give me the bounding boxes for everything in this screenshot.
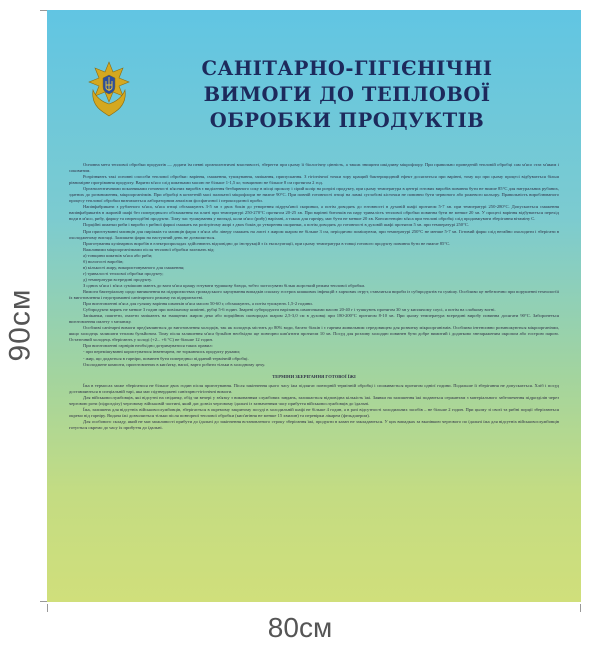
- title-line: ВИМОГИ ДО ТЕПЛОВОЇ: [203, 83, 491, 106]
- list-item: б) вологості виробів;: [83, 258, 124, 264]
- list-item: в) кількості жиру, використовуваного для смаження;: [83, 264, 185, 270]
- paragraph: Їжа в термосах може зберігатися не більше двох годин після приготування. Після закінчення цього часу їжа підлягає повторній термічній обробці і споживається протягом однієї години. Подальше її зберігання не допускається. Хліб і посуд доставляються в спеціальній тарі, яка має підтверджені санітарно-гігієнічні вимоги.: [69, 382, 559, 394]
- list-item: - жир, що додається в гарніри, повинен бути попередньо підданий термічній обробці.: [83, 355, 249, 361]
- paragraph: Субпродукти варять не менше 3 годин при повільному кипінні, рубці 5-6 годин. Зварені субпродукти нарізають шматочками масою 20-40 г і тушкують протягом 30 хв у киплячому соусі, а потім на слабкому вогні.: [83, 307, 496, 313]
- list-item: д) температури всередині продукту.: [83, 276, 153, 282]
- paragraph: З одних м'яса і м'яса сумішшю мають до ваги м'яса кращу готувати туршкову блюда, тобто застосувати більш жорсткий режим теплової обробки.: [83, 282, 366, 288]
- paragraph: Для військовослужбовців, які відсутні на сніданку, обід чи вечері у зв'язку з виконанням службових завдань, залишається відповідна кількість їжі. Заявки на залишення їжі подаються сержантам з матеріального забезпечення підрозділів через черговою роти (підрозділу) черговому військовій частині, який дає дозвіл черговому їдальні із зазначенням часу прибуття військовослужбовців до їдальні.: [69, 394, 559, 406]
- paragraph: Органолептичними показниками готовності м'ясних виробів є виділення безбарвного соку в місці проколу і сірий колір на розрізі продукту, при цьому температура в центрі готових виробів повинна бути не нижче 85°С для натуральних рубаних, здатних до розмноження, мікроорганізмів. При обробці в котлетній масі пальчатої мікрофлори не нижче 90°С. При повній готовності птиці на ламкі суглобові кісточки не повинно бути червоного або рожевого кольору. Правильність вироблюваного процесу теплової обробки визначається лабораторним аналізом фосфатазної і пероксидазної проби.: [69, 186, 559, 204]
- title-line: ОБРОБКИ ПРОДУКТІВ: [209, 109, 485, 132]
- national-guard-emblem-icon: [87, 60, 131, 118]
- info-stand: [47, 10, 581, 602]
- width-dimension-label: 80см: [267, 612, 333, 643]
- width-dimension-tick-left: [47, 604, 48, 612]
- title-line: САНІТАРНО-ГІГІЄНІЧНІ: [201, 57, 493, 80]
- paragraph: При виготовленні гарнірів необхідно дотримуватися таких правил:: [83, 343, 213, 349]
- paragraph: Особливі санітарні вимоги пред'являються до виготовлення холодців, так як холодець містить до 80% води, багато білків і є гарним живильним середовищем для розвитку мікроорганізмів. Особливо інтенсивно розмножуються мікроорганізми, якщо холодець залишати теплим бульйоном. Тому після залишення м'яса бульйон необхідно ще повторно кип'ятити протягом 10 хв. Посуд для розливу холодцю повинен бути добре вимитий і додатково знезараженим окропом або гострою парою. Остаточний холодець зберігають у холоді (+2... +6 °С) не більше 12 годин.: [69, 325, 559, 343]
- stand-body-text: [69, 162, 559, 431]
- paragraph: Приготування кулінарних виробів в електроприладах здійснюють відповідно до інструкцій з їх експлуатації, при цьому температура в товщі готового продукту повинна бути не нижче 85°С.: [83, 240, 451, 246]
- paragraph: Охолоджене компоти, приготовлених в кип'ятку, напої, варто робити тільки в холодному цеху.: [83, 361, 266, 367]
- list-item: - при перемішуванні користуватися інвентарем, не торкаючись продукту руками;: [83, 349, 241, 355]
- paragraph: Запіканки, паштети, омлети запікають на змащених жиром деко або порційних сковородах шаром 2,5-3,0 см в духовці при 180-200°С протягом 8-10 хв. При цьому температура всередині виробу повинна досягати 90°С. Заборонеться виготовлення омлету з меланжу.: [69, 313, 559, 325]
- list-item: а) товщини шматків м'яса або риби;: [83, 252, 153, 258]
- paragraph: Напівфабрикати з рубленого м'яса, м'яса птиці обсмажують 3-5 хв з двох боків до утворення підрум'яної скоринки, а потім доводять до готовності в духовій шафі протягом 5-7 хв. при температурі 250-280°С. Допускається смаження напівфабрикатів в жаровій шафі без попереднього обсмаження на плиті при температурі 250-270°С протягом 20-25 хв. При варінні биточків на пару тривалість теплової обробки повинна бути не менше 20 хв. У процесі варіння відбувається перехід води в м'ясо, рибу, фаршу та пюреподібні продукти. Тому час тушкування у вигляді, коли м'ясо (рибу) нарізані, а також для гарніру, має бути не менше 20 хв. Консистенцію м'яса при теплові обробці слід продовжувати зберігання вітаміну С.: [69, 204, 559, 222]
- stand-title: [167, 56, 527, 134]
- paragraph: Їжа, залишена для відсутніх військовослужбовців, зберігається в окремому закритому посуді в холодильній шафі не більше 4 годин, а в разі відсутності холодильних засобів – не більше 2 годин. При цьому зі своєї та рибні порції зберігаються окремо від гарніру. Видача їжі дозволяється тільки після повторної теплової обробки (кип'ятіння не менше 15 хвилин) та перевірки лікарем (фельдшером).: [69, 406, 559, 418]
- height-dimension-label: 90см: [3, 288, 36, 362]
- paragraph: При приготуванні млинців для пиріжків та млинців фарш з м'яса або ліверу смажать на листі з жиром шаром не більше 3 см, періодично помішуючи, при температурі 250°С не менше 5-7 хв. Готовий фарш слід негайно охолодити і зберігати в охолодженому вигляді. Залишати фарш на наступний день не дозволяється.: [69, 228, 559, 240]
- paragraph: Розрізняють такі основні способи теплової обробки: варіння, смаження, тушкування, запікання, припускання. З гігієнічної точки зору кращий бактерицидний ефект досягається при варінні, тому що при цьому процесі відбувається більш рівномірне прогрівання продукту. Варити м'ясо слід шматками масою не більше 1-1,5 кг, товщиною не більше 8 см протягом 2 год.: [69, 174, 559, 186]
- width-dimension-tick-right: [580, 604, 581, 612]
- paragraph: При виготовленні м'яса для гуляшу варіння шматків м'яса масою 50-60 г, обсмажують, а потім тушкують 1,5-2 години.: [83, 301, 313, 307]
- section-title: ТЕРМІНИ ЗБЕРІГАННЯ ГОТОВОЇ ЇЖІ: [272, 373, 356, 379]
- paragraph: Вимоги бактеріальну щодо виникнення на підприємствах громадського харчування випадків спалаху гострих кишкових інфекцій з харчових отрут, ставляться вироби із субпродуктів та сумішу. Особливо це небезпечно при порушенні технологіїі їх виготовлення і недотриманні санітарного режиму на підприємстві.: [69, 288, 559, 301]
- paragraph: Для особового складу, який не має можливості прибути до їдальні до закінчення встановленого строку зберігання їжі, продукти в казан не закладаються. У цих випадках за вказівкою чергового по їдальні їжа для відсутніх військовослужбовців готується окремо до часу їх прибуття до їдальні.: [69, 418, 559, 430]
- paragraph: Порційні шматки риби і вироби з рибної фарші смажать на розігрітому жирі з двох боків до утворення скоринки, а потім доводять до готовності в духовій шафі протягом 5 хв. при температурі 250°С.: [83, 222, 470, 228]
- list-item: г) тривалості теплової обробки продукту;: [83, 270, 164, 276]
- paragraph: Основна мета теплової обробки продуктів — додати їм певні органолептичні властивості, зберегти при цьому її біологічну цінність, а також знищити шкідливу мікрофлору. При правильно проведеній тепловій обробці сам м'ясо стає м'яким і соковитим.: [69, 162, 559, 174]
- paragraph: Важливими мікроорганізмами після теплової обробки залежать від:: [83, 246, 215, 252]
